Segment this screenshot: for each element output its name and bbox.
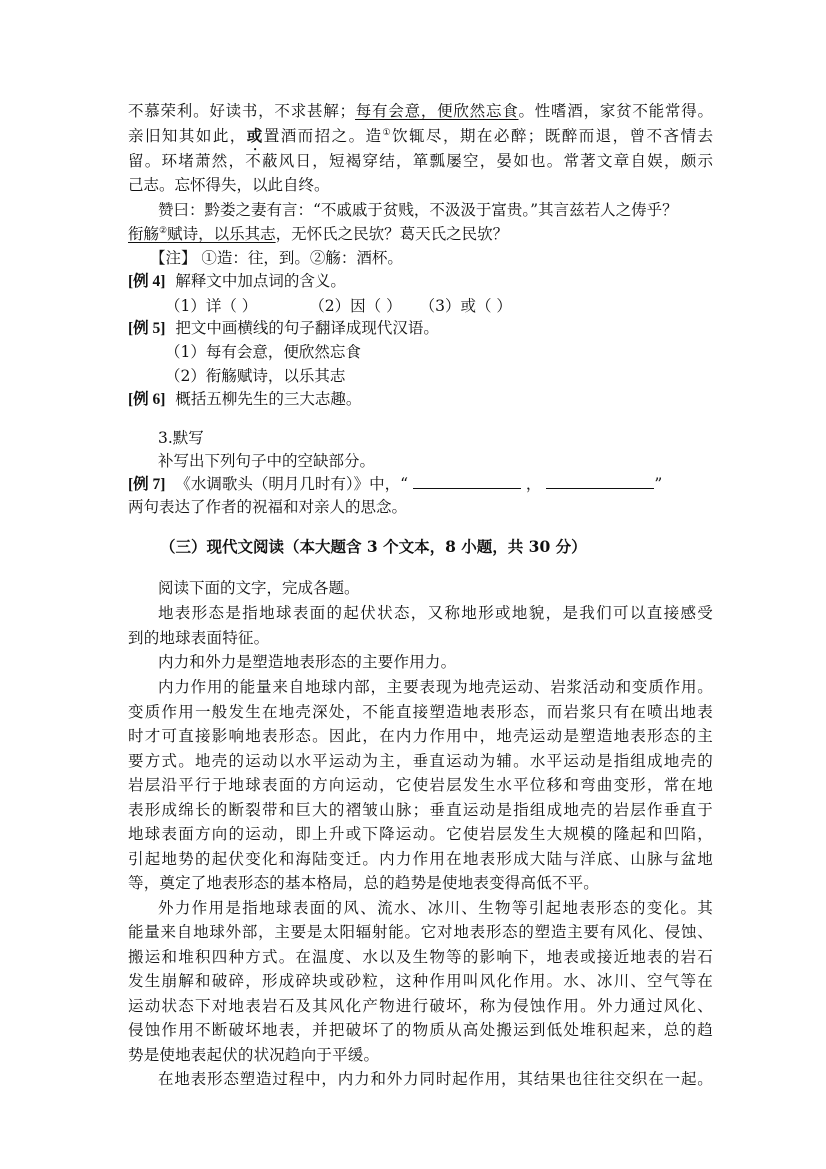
underlined-sentence-1: 每有会意，便欣然忘食 bbox=[355, 102, 519, 120]
modern-line: 要方式。地壳的运动以水平运动为主，垂直运动为辅。水平运动是指组成地壳的 bbox=[128, 752, 713, 770]
modern-line: 地球表面方向的运动，即上升或下降运动。它使岩层发生大规模的隆起和凹陷， bbox=[128, 825, 713, 843]
section-3-instruction: 补写出下列句子中的空缺部分。 bbox=[158, 452, 376, 470]
modern-line: 内力和外力是塑造地表形态的主要作用力。 bbox=[158, 653, 457, 671]
example-prompt: 概括五柳先生的三大志趣。 bbox=[175, 390, 362, 408]
passage-line-3: 留。环堵萧然，不蔽风日，短褐穿结，箪瓢屡空，晏如也。常著文章自娱，颇示 bbox=[128, 152, 713, 170]
example-5-item-2: （2）衔觞赋诗，以乐其志 bbox=[165, 367, 346, 385]
footnote-marker: ① bbox=[382, 127, 393, 138]
modern-line: 岩层沿平行于地球表面的方向运动，它使岩层发生水平位移和弯曲变形，常在地 bbox=[128, 776, 713, 794]
modern-line: 表形成绵长的断裂带和巨大的褶皱山脉；垂直运动是指组成地壳的岩层作垂直于 bbox=[128, 801, 713, 819]
modern-line: 地表形态是指地球表面的起伏状态，又称地形或地貌，是我们可以直接感受 bbox=[158, 604, 713, 622]
fill-blank-2[interactable] bbox=[546, 474, 654, 489]
underlined-sentence-2: 衔觞②赋诗，以乐其志 bbox=[128, 225, 276, 243]
modern-line: 外力作用是指地球表面的风、流水、冰川、生物等引起地表形态的变化。其 bbox=[158, 899, 713, 917]
passage-line-2 bbox=[128, 126, 713, 154]
passage-line-1 bbox=[128, 101, 713, 121]
passage-text: 亲旧知其如此， bbox=[128, 127, 247, 145]
close-quote: ” bbox=[654, 475, 663, 493]
footnote-marker: ② bbox=[159, 225, 168, 236]
passage-text: 饮辄尽，期在必醉；既醉而退，曾不吝情去 bbox=[392, 127, 713, 145]
modern-line: 引起地势的起伏变化和海陆变迁。内力作用在地表形成大陆与洋底、山脉与盆地 bbox=[128, 850, 713, 868]
example-prompt: 《水调歌头（明月几时有）》中，“ bbox=[175, 475, 408, 493]
passage-text: 置酒而招之。造 bbox=[263, 127, 383, 145]
modern-line: 势是使地表起伏的状况趋向于平缓。 bbox=[128, 1046, 380, 1064]
modern-intro: 阅读下面的文字，完成各题。 bbox=[158, 579, 360, 597]
example-6 bbox=[128, 389, 713, 410]
example-4 bbox=[128, 271, 713, 292]
passage-line-4: 己志。忘怀得失，以此自终。 bbox=[128, 176, 330, 194]
example-7-line-2: 两句表达了作者的祝福和对亲人的思念。 bbox=[128, 498, 408, 516]
example-label: [例 5] bbox=[128, 320, 166, 337]
fill-blank-1[interactable] bbox=[413, 474, 521, 489]
answer-item: （3）或（ ） bbox=[419, 297, 512, 315]
example-label: [例 7] bbox=[128, 476, 166, 493]
answer-item: （1）详（ ） bbox=[165, 297, 258, 315]
example-5-item-1: （1）每有会意，便欣然忘食 bbox=[165, 343, 361, 361]
passage-text: 不慕荣利。好读书，不求甚解； bbox=[128, 102, 356, 120]
modern-line: 等，奠定了地表形态的基本格局，总的趋势是使地表变得高低不平。 bbox=[128, 874, 600, 892]
passage-text: ，无怀氏之民欤？葛天氏之民欤？ bbox=[275, 225, 509, 243]
modern-line: 搬运和堆积四种方式。在温度、水以及生物等的影响下，地表或接近地表的岩石 bbox=[128, 948, 713, 966]
example-label: [例 6] bbox=[128, 391, 166, 408]
section-3-title: 3.默写 bbox=[158, 429, 204, 447]
modern-line: 变质作用一般发生在地壳深处，不能直接塑造地表形态，而岩浆只有在喷出地表 bbox=[128, 703, 713, 721]
separator: ， bbox=[525, 475, 542, 493]
example-prompt: 把文中画横线的句子翻译成现代汉语。 bbox=[175, 319, 439, 337]
modern-line: 能量来自地球外部，主要是太阳辐射能。它对地表形态的塑造主要有风化、侵蚀、 bbox=[128, 923, 713, 941]
modern-line: 在地表形态塑造过程中，内力和外力同时起作用，其结果也往往交织在一起。 bbox=[158, 1070, 713, 1088]
example-7 bbox=[128, 474, 713, 495]
modern-line: 发生崩解和破碎，形成碎块或砂粒，这种作用叫风化作用。水、冰川、空气等在 bbox=[128, 972, 713, 990]
passage-text: 。性嗜酒，家贫不能常得。 bbox=[518, 102, 713, 120]
modern-line: 运动状态下对地表岩石及其风化产物进行破坏，称为侵蚀作用。外力通过风化、 bbox=[128, 997, 713, 1015]
footnote: 【注】 ①造：往，到。②觞：酒杯。 bbox=[150, 249, 403, 267]
passage-line-5: 赞曰：黔娄之妻有言：“不戚戚于贫贱，不汲汲于富贵。”其言兹若人之俦乎？ bbox=[158, 201, 678, 219]
modern-line: 时才可直接影响地表形态。因此，在内力作用中，地壳运动是塑造地表形态的主 bbox=[128, 727, 713, 745]
passage-line-6 bbox=[128, 224, 713, 244]
answer-item: （2）因（ ） bbox=[309, 297, 402, 315]
dotted-word: 或 bbox=[246, 128, 264, 145]
modern-line: 侵蚀作用不断破坏地表，并把破坏了的物质从高处搬运到低处堆积起来，总的趋 bbox=[128, 1021, 713, 1039]
example-4-items bbox=[165, 296, 750, 316]
example-5 bbox=[128, 318, 713, 339]
modern-line: 内力作用的能量来自地球内部，主要表现为地壳运动、岩浆活动和变质作用。 bbox=[158, 678, 713, 696]
example-label: [例 4] bbox=[128, 273, 166, 290]
modern-reading-heading: （三）现代文阅读（本大题含 3 个文本，8 小题，共 30 分） bbox=[160, 537, 587, 556]
example-prompt: 解释文中加点词的含义。 bbox=[175, 272, 346, 290]
modern-line: 到的地球表面特征。 bbox=[128, 629, 270, 647]
